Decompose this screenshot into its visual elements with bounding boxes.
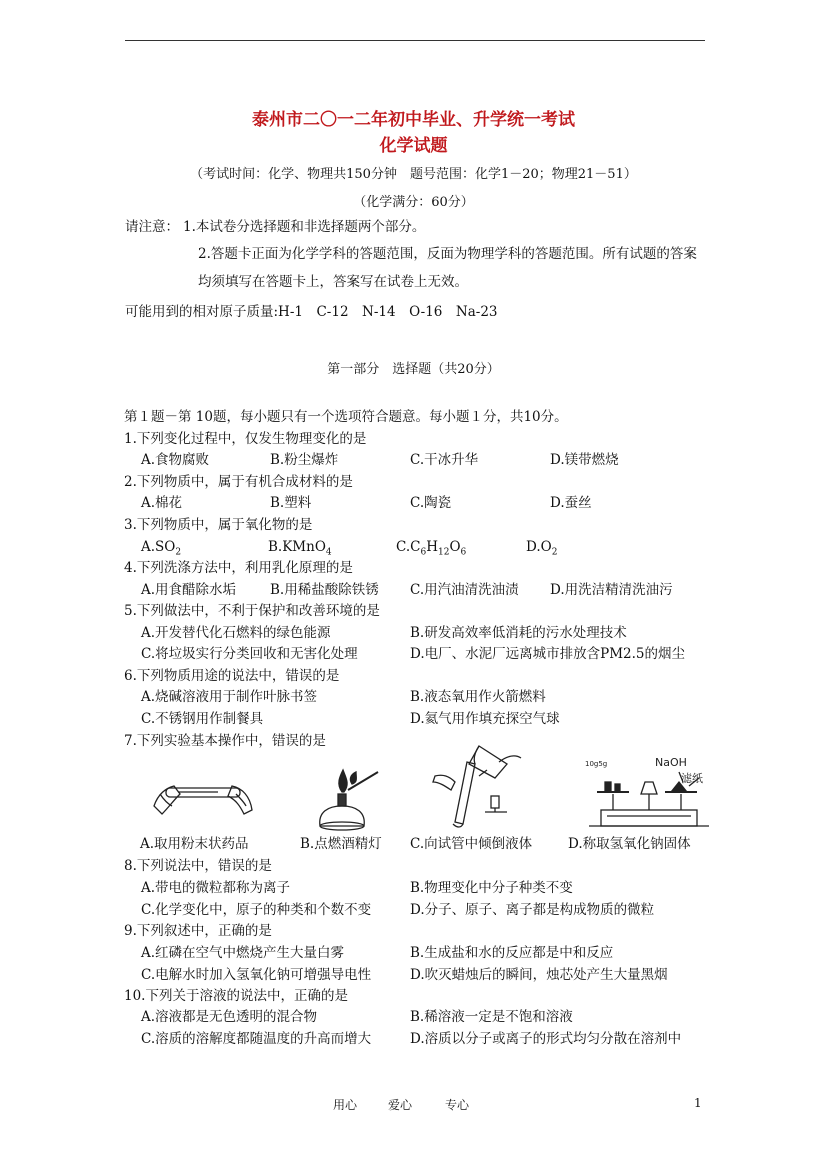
question-1-stem: 1.下列变化过程中，仅发生物理变化的是 xyxy=(124,431,367,447)
question-6-stem: 6.下列物质用途的说法中，错误的是 xyxy=(124,668,340,684)
q2-option-c: C.陶瓷 xyxy=(410,495,452,511)
q7-option-d: D.称取氢氧化钠固体 xyxy=(568,836,691,852)
q9-option-d: D.吹灭蜡烛后的瞬间，烛芯处产生大量黑烟 xyxy=(410,967,668,983)
q4-option-a: A.用食醋除水垢 xyxy=(141,582,237,598)
exam-title: 泰州市二〇一二年初中毕业、升学统一考试 xyxy=(252,110,575,130)
q1-option-b: B.粉尘爆炸 xyxy=(270,452,339,468)
q1-option-c: C.干冰升华 xyxy=(410,452,479,468)
q9-option-b: B.生成盐和水的反应都是中和反应 xyxy=(410,945,614,961)
q10-option-a: A.溶液都是无色透明的混合物 xyxy=(141,1009,318,1025)
header-rule xyxy=(125,40,705,41)
q6-option-d: D.氦气用作填充探空气球 xyxy=(410,711,560,727)
q2-option-a: A.棉花 xyxy=(141,495,183,511)
q8-option-c: C.化学变化中，原子的种类和个数不变 xyxy=(141,902,372,918)
q7-option-c: C.向试管中倾倒液体 xyxy=(410,836,533,852)
q10-option-c: C.溶质的溶解度都随温度的升高而增大 xyxy=(141,1031,372,1047)
footer-motto-3: 专心 xyxy=(445,1098,470,1112)
footer-motto-2: 爱心 xyxy=(388,1098,413,1112)
q7-option-b: B.点燃酒精灯 xyxy=(300,836,382,852)
page-number: 1 xyxy=(694,1096,702,1110)
question-8-stem: 8.下列说法中，错误的是 xyxy=(124,858,272,874)
figure-powder-transfer xyxy=(148,764,258,826)
figure-alcohol-lamp xyxy=(312,768,382,834)
q8-option-d: D.分子、原子、离子都是构成物质的微粒 xyxy=(410,902,655,918)
q3-option-a: $A.SO_2$ xyxy=(141,539,182,558)
question-4-stem: 4.下列洗涤方法中，利用乳化原理的是 xyxy=(124,560,353,576)
q1-option-d: D.镁带燃烧 xyxy=(550,452,619,468)
question-9-stem: 9.下列叙述中，正确的是 xyxy=(124,923,272,939)
notice-item-2-line-1: 2.答题卡正面为化学学科的答题范围，反面为物理学科的答题范围。所有试题的答案 xyxy=(198,246,697,262)
question-3-stem: 3.下列物质中，属于氧化物的是 xyxy=(124,517,313,533)
q5-option-b: B.研发高效率低消耗的污水处理技术 xyxy=(410,625,627,641)
q3-option-b: B.KMnO$_4$ xyxy=(268,539,332,558)
q2-option-b: B.塑料 xyxy=(270,495,312,511)
exam-info: （考试时间：化学、物理共150分钟 题号范围：化学1－20；物理21－51） xyxy=(190,167,637,182)
notice-item-2-line-2: 均须填写在答题卡上，答案写在试卷上无效。 xyxy=(198,274,468,290)
exam-subtitle: 化学试题 xyxy=(379,136,448,156)
figure-filter-paper-label: 滤纸 xyxy=(681,772,703,785)
q8-option-a: A.带电的微粒都称为离子 xyxy=(141,880,291,896)
q9-option-c: C.电解水时加入氢氧化钠可增强导电性 xyxy=(141,967,372,983)
question-7-stem: 7.下列实验基本操作中，错误的是 xyxy=(124,733,326,749)
footer-motto-1: 用心 xyxy=(333,1098,358,1112)
q4-option-d: D.用洗洁精清洗油污 xyxy=(550,582,673,598)
notice-item-1: 1.本试卷分选择题和非选择题两个部分。 xyxy=(183,219,426,235)
q6-option-c: C.不锈钢用作制餐具 xyxy=(141,711,264,727)
q6-option-a: A.烧碱溶液用于制作叶脉书签 xyxy=(141,689,318,705)
atomic-mass: 可能用到的相对原子质量:H-1 C-12 N-14 O-16 Na-23 xyxy=(125,304,498,320)
question-2-stem: 2.下列物质中，属于有机合成材料的是 xyxy=(124,474,353,490)
section-title: 第一部分 选择题（共20分） xyxy=(327,362,500,377)
figure-pour-liquid xyxy=(427,742,527,834)
q8-option-b: B.物理变化中分子种类不变 xyxy=(410,880,573,896)
q10-option-d: D.溶质以分子或离子的形式均匀分散在溶剂中 xyxy=(410,1031,682,1047)
question-5-stem: 5.下列做法中，不利于保护和改善环境的是 xyxy=(124,603,380,619)
figure-naoh-label: NaOH xyxy=(655,756,687,769)
full-score: （化学满分：60分） xyxy=(353,195,474,210)
q5-option-a: A.开发替代化石燃料的绿色能源 xyxy=(141,625,331,641)
q5-option-d: D.电厂、水泥厂远离城市排放含PM2.5的烟尘 xyxy=(410,646,686,662)
notice-label: 请注意： xyxy=(125,219,179,235)
q9-option-a: A.红磷在空气中燃烧产生大量白雾 xyxy=(141,945,345,961)
q5-option-c: C.将垃圾实行分类回收和无害化处理 xyxy=(141,646,358,662)
figure-weights-label: 10g5g xyxy=(585,760,608,768)
q4-option-c: C.用汽油清洗油渍 xyxy=(410,582,519,598)
q6-option-b: B.液态氧用作火箭燃料 xyxy=(410,689,546,705)
q7-option-a: A.取用粉末状药品 xyxy=(140,836,249,852)
section-instruction: 第１题－第 10题，每小题只有一个选项符合题意。每小题１分，共10分。 xyxy=(124,409,568,425)
question-10-stem: 10.下列关于溶液的说法中，正确的是 xyxy=(124,988,348,1004)
q3-option-c: $C.C_6H_{12}O_6$ xyxy=(396,539,467,558)
q1-option-a: A.食物腐败 xyxy=(141,452,210,468)
q2-option-d: D.蚕丝 xyxy=(550,495,592,511)
figure-balance-naoh xyxy=(583,752,713,834)
q10-option-b: B.稀溶液一定是不饱和溶液 xyxy=(410,1009,573,1025)
q3-option-d: $D.O_2$ xyxy=(526,539,558,558)
q4-option-b: B.用稀盐酸除铁锈 xyxy=(270,582,379,598)
